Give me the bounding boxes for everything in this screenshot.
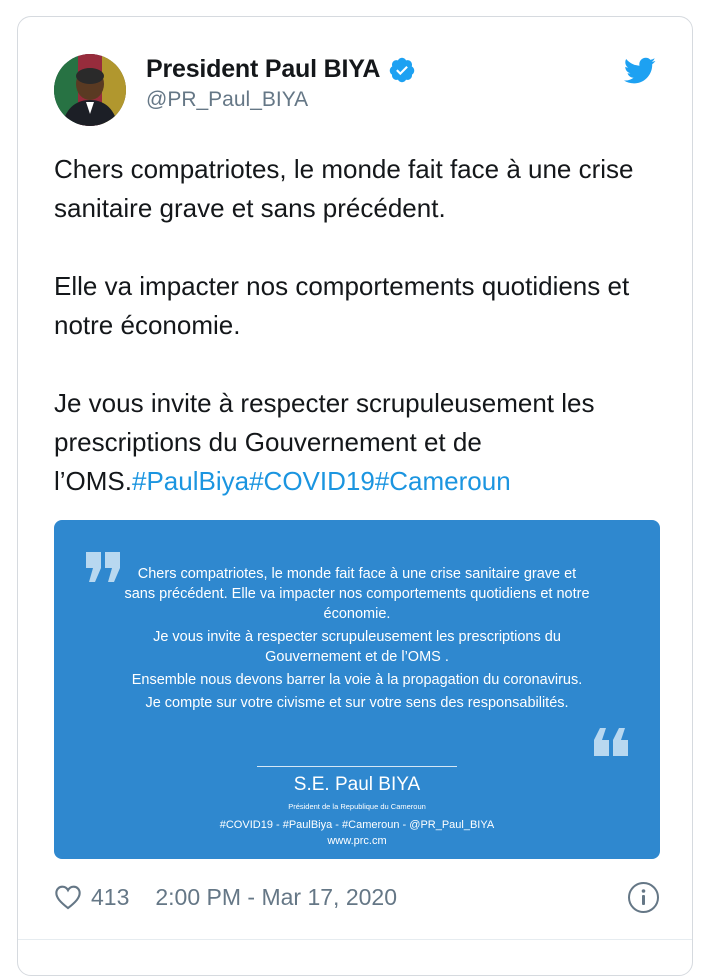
media-message-paragraph: Chers compatriotes, le monde fait face à une crise sanitaire grave et sans précédent. Elle va impacter nos comportements quotidiens et notre économie. bbox=[124, 566, 590, 622]
media-message bbox=[124, 564, 590, 716]
tweet-footer bbox=[54, 879, 660, 915]
verified-badge-icon bbox=[388, 56, 416, 84]
tweet-text bbox=[54, 150, 664, 501]
tweet-paragraph-last bbox=[54, 384, 664, 501]
hashtag-link[interactable]: #Cameroun bbox=[374, 466, 511, 496]
open-quote-icon bbox=[84, 550, 124, 584]
tweet-paragraph: Elle va impacter nos comportements quotidiens et notre économie. bbox=[54, 271, 630, 340]
media-signature: S.E. Paul BIYA bbox=[293, 774, 421, 795]
tweet-card bbox=[17, 16, 693, 976]
card-divider bbox=[18, 939, 692, 940]
like-count: 413 bbox=[91, 883, 130, 910]
hashtag-link[interactable]: #COVID19 bbox=[249, 466, 375, 496]
info-icon[interactable] bbox=[627, 881, 660, 914]
media-message-paragraph: Je compte sur votre civisme et sur votre sens des responsabilités. bbox=[145, 695, 569, 711]
media-url: www.prc.cm bbox=[327, 835, 387, 847]
profile-photo-avatar bbox=[54, 54, 126, 126]
twitter-bird-icon[interactable] bbox=[624, 57, 656, 85]
close-quote-icon bbox=[592, 726, 630, 758]
author-block bbox=[146, 55, 416, 112]
display-name[interactable]: President Paul BIYA bbox=[146, 55, 381, 83]
author-name-row bbox=[146, 55, 416, 84]
media-message-paragraph: Je vous invite à respecter scrupuleusement les prescriptions du Gouvernement et de l’OMS . bbox=[153, 629, 561, 665]
media-message-paragraph: Ensemble nous devons barrer la voie à la propagation du coronavirus. bbox=[131, 672, 583, 688]
media-image[interactable] bbox=[54, 520, 660, 859]
media-tags-line: #COVID19 - #PaulBiya - #Cameroun - @PR_Paul_BIYA bbox=[219, 819, 495, 831]
tweet-last-text: Je vous invite à respecter scrupuleusement les prescriptions du Gouvernement et de l’OMS. bbox=[54, 388, 595, 496]
timestamp[interactable]: 2:00 PM - Mar 17, 2020 bbox=[155, 883, 397, 910]
heart-icon[interactable] bbox=[54, 884, 82, 910]
tweet-paragraph: Chers compatriotes, le monde fait face à une crise sanitaire grave et sans précédent. bbox=[54, 154, 634, 223]
handle[interactable]: @PR_Paul_BIYA bbox=[146, 88, 309, 111]
hashtag-link[interactable]: #PaulBiya bbox=[132, 466, 250, 496]
media-subtitle: Président de la Republique du Cameroun bbox=[288, 802, 426, 811]
media-divider bbox=[257, 766, 457, 767]
avatar[interactable] bbox=[54, 54, 126, 126]
